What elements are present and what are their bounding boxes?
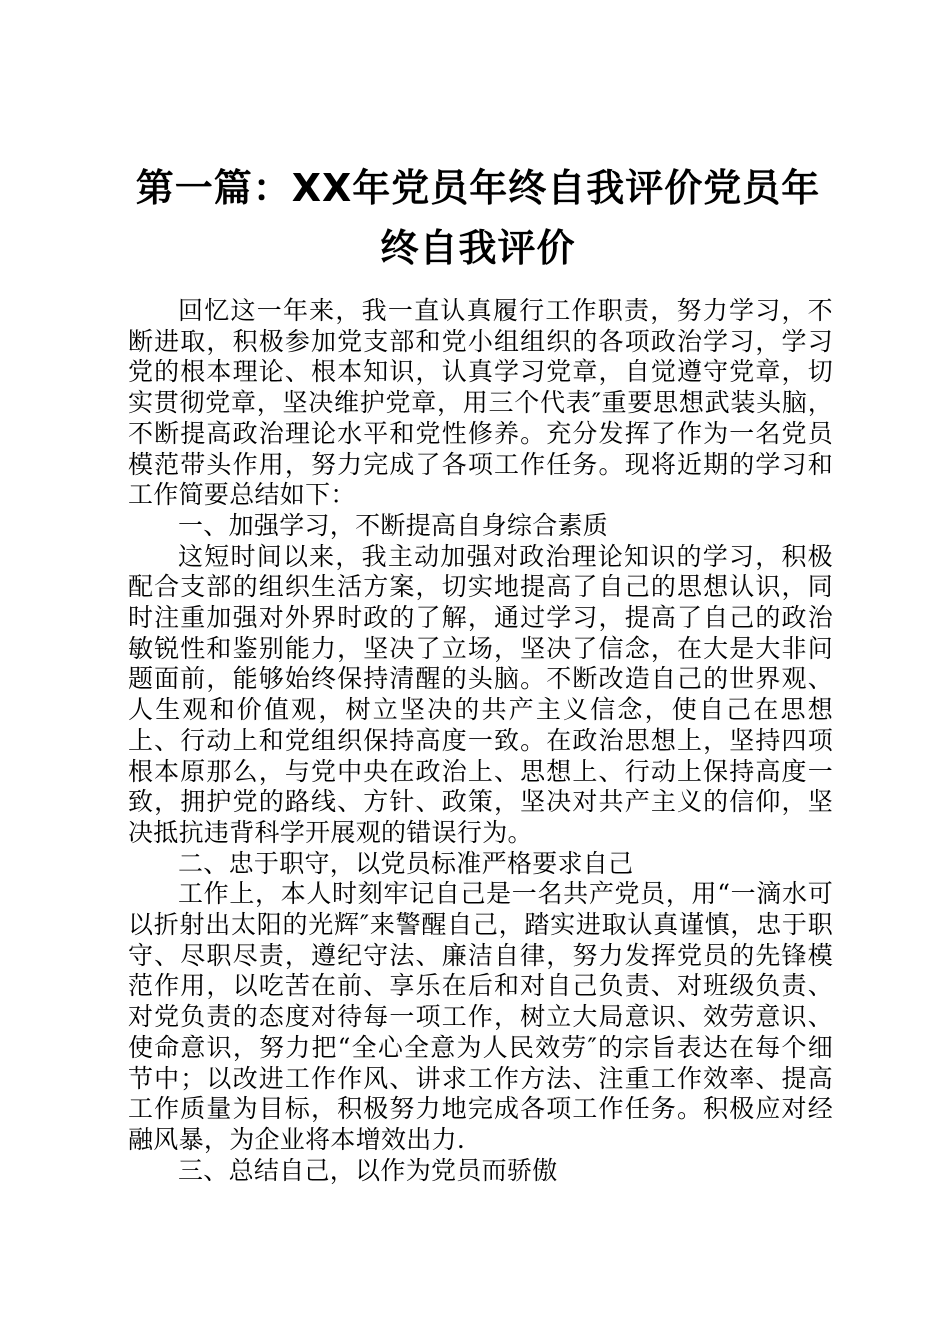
paragraph-intro: 回忆这一年来，我一直认真履行工作职责，努力学习，不断进取，积极参加党支部和党小组组织的各项政治学习，学习党的根本理论、根本知识，认真学习党章，自觉遵守党章，切实贯彻党章，坚决维护党章，用三个代表″重要思想武装头脑，不断提高政治理论水平和党性修养。充分发挥了作为一名党员模范带头作用，努力完成了各项工作任务。现将近期的学习和工作简要总结如下： — [128, 296, 833, 510]
section-heading-1: 一、加强学习，不断提高自身综合素质 — [178, 510, 609, 540]
document-body — [128, 296, 833, 1186]
section-heading-2: 二、忠于职守，以党员标准严格要求自己 — [178, 848, 634, 878]
document-title: 第一篇：XX年党员年终自我评价党员年终自我评价 — [135, 166, 821, 270]
section-heading-3: 三、总结自己，以作为党员而骄傲 — [178, 1155, 558, 1185]
paragraph-study: 这短时间以来，我主动加强对政治理论知识的学习，积极配合支部的组织生活方案，切实地提高了自己的思想认识，同时注重加强对外界时政的了解，通过学习，提高了自己的政治敏锐性和鉴别能力，坚决了立场，坚决了信念，在大是大非问题面前，能够始终保持清醒的头脑。不断改造自己的世界观、人生观和价值观，树立坚决的共产主义信念，使自己在思想上、行动上和党组织保持高度一致。在政治思想上，坚持四项根本原那么，与党中央在政治上、思想上、行动上保持高度一致，拥护党的路线、方针、政策，坚决对共产主义的信仰，坚决抵抗违背科学开展观的错误行为。 — [128, 541, 833, 847]
paragraph-work: 工作上，本人时刻牢记自己是一名共产党员，用“一滴水可以折射出太阳的光辉″来警醒自己，踏实进取认真谨慎，忠于职守、尽职尽责，遵纪守法、廉洁自律，努力发挥党员的先锋模范作用，以吃苦在前、享乐在后和对自己负责、对班级负责、对党负责的态度对待每一项工作，树立大局意识、效劳意识、使命意识，努力把“全心全意为人民效劳″的宗旨表达在每个细节中；以改进工作作风、讲求工作方法、注重工作效率、提高工作质量为目标，积极努力地完成各项工作任务。积极应对经融风暴，为企业将本增效出力. — [128, 879, 833, 1154]
